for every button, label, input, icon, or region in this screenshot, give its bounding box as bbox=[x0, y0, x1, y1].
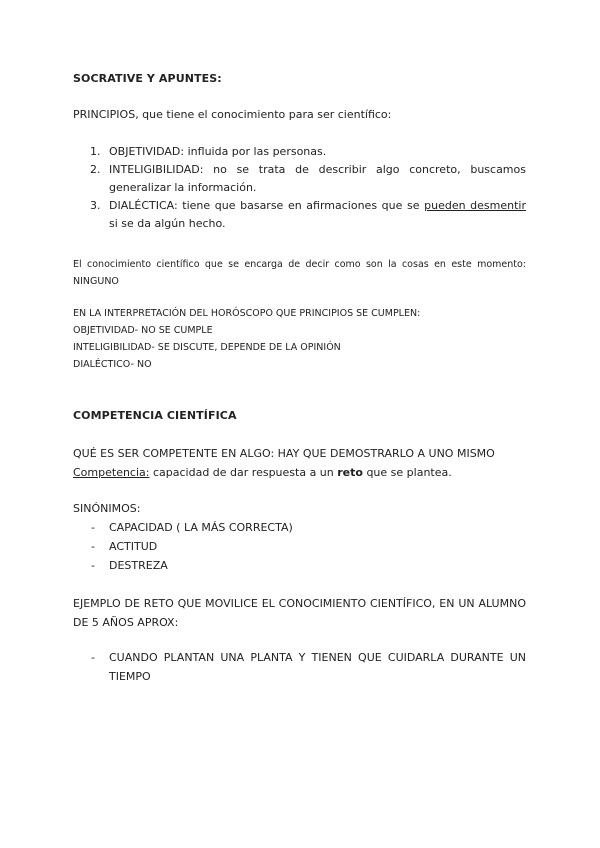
section-heading-socrative: SOCRATIVE Y APUNTES: bbox=[73, 72, 222, 85]
list-item: - ACTITUD bbox=[91, 540, 158, 553]
horoscope-block bbox=[73, 305, 526, 373]
scientific-knowledge-note: El conocimiento científico que se encarga de decir como son la cosas en este momento: NINGUNO bbox=[73, 259, 526, 287]
list-number: 2. bbox=[90, 163, 101, 176]
principle-item bbox=[73, 161, 526, 197]
synonyms-label: SINÓNIMOS: bbox=[73, 502, 141, 515]
competence-question: QUÉ ES SER COMPETENTE EN ALGO: HAY QUE DEMOSTRARLO A UNO MISMO bbox=[73, 447, 495, 460]
definition-text-after: que se plantea. bbox=[362, 466, 452, 479]
horoscope-line: EN LA INTERPRETACIÓN DEL HORÓSCOPO QUE PRINCIPIOS SE CUMPLEN: bbox=[73, 308, 421, 319]
principle-text-before: DIALÉCTICA: tiene que basarse en afirmaciones que se bbox=[109, 199, 425, 212]
example-heading: EJEMPLO DE RETO QUE MOVILICE EL CONOCIMIENTO CIENTÍFICO, EN UN ALUMNO DE 5 AÑOS APROX: bbox=[73, 597, 526, 629]
list-item: - DESTREZA bbox=[91, 559, 168, 572]
section-heading-competencia: COMPETENCIA CIENTÍFICA bbox=[73, 409, 237, 422]
principle-item bbox=[73, 143, 526, 161]
examples-list bbox=[73, 648, 526, 686]
competence-definition bbox=[73, 463, 526, 482]
definition-bold: reto bbox=[337, 466, 363, 479]
principle-text-after: si se da algún hecho. bbox=[109, 217, 226, 230]
synonym-text: DESTREZA bbox=[109, 559, 168, 572]
list-number: 1. bbox=[90, 145, 101, 158]
principles-list bbox=[73, 143, 526, 233]
horoscope-line: OBJETIVIDAD- NO SE CUMPLE bbox=[73, 325, 213, 336]
synonym-text: CAPACIDAD ( LA MÁS CORRECTA) bbox=[109, 521, 293, 534]
principles-intro: PRINCIPIOS, que tiene el conocimiento para ser científico: bbox=[73, 108, 392, 121]
principle-text: INTELIGIBILIDAD: no se trata de describir algo concreto, buscamos generalizar la información. bbox=[109, 163, 526, 194]
definition-text: capacidad de dar respuesta a un bbox=[149, 466, 338, 479]
list-number: 3. bbox=[90, 199, 101, 212]
list-item: - CUANDO PLANTAN UNA PLANTA Y TIENEN QUE CUIDARLA DURANTE UN TIEMPO bbox=[91, 651, 526, 683]
list-item: - CAPACIDAD ( LA MÁS CORRECTA) bbox=[91, 521, 293, 534]
synonyms-list bbox=[73, 518, 526, 575]
principle-item bbox=[73, 197, 526, 233]
horoscope-line: INTELIGIBILIDAD- SE DISCUTE, DEPENDE DE LA OPINIÓN bbox=[73, 342, 341, 353]
horoscope-line: DIALÉCTICO- NO bbox=[73, 359, 152, 370]
principle-text-underlined: pueden desmentir bbox=[424, 199, 526, 212]
example-text: CUANDO PLANTAN UNA PLANTA Y TIENEN QUE CUIDARLA DURANTE UN TIEMPO bbox=[109, 651, 526, 683]
synonym-text: ACTITUD bbox=[109, 540, 158, 553]
principle-text: OBJETIVIDAD: influida por las personas. bbox=[109, 145, 327, 158]
definition-term: Competencia: bbox=[73, 466, 150, 479]
